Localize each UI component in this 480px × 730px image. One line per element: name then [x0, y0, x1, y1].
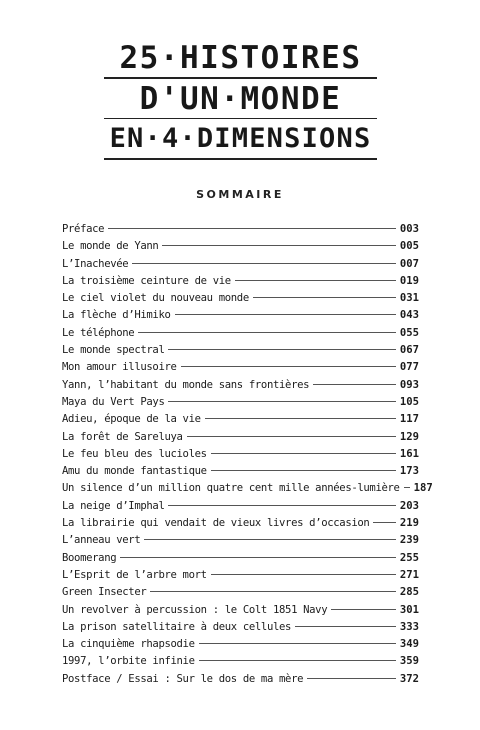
title-divider	[104, 77, 377, 79]
toc-leader-line	[235, 280, 396, 281]
toc-entry-page: 187	[413, 482, 433, 495]
toc-entry-title: La neige d’Imphal	[62, 499, 165, 512]
table-of-contents	[62, 221, 433, 688]
toc-leader-line	[168, 349, 395, 350]
toc-entry-title: Le ciel violet du nouveau monde	[62, 292, 249, 305]
toc-entry	[62, 480, 433, 497]
toc-entry-title: Yann, l’habitant du monde sans frontières	[62, 378, 310, 391]
toc-entry-page: 349	[399, 638, 419, 651]
toc-entry-title: Un revolver à percussion : le Colt 1851 Navy	[62, 603, 328, 616]
toc-entry-title: La prison satellitaire à deux cellules	[62, 620, 292, 633]
toc-entry-page: 019	[399, 274, 419, 287]
toc-leader-line	[168, 505, 395, 506]
toc-entry-title: Mon amour illusoire	[62, 361, 177, 374]
toc-entry	[62, 307, 419, 324]
toc-entry-page: 239	[399, 534, 419, 547]
toc-leader-line	[307, 678, 396, 679]
toc-entry-page: 301	[399, 603, 419, 616]
toc-entry-title: La troisième ceinture de vie	[62, 274, 231, 287]
toc-entry	[62, 550, 419, 567]
toc-leader-line	[150, 591, 395, 592]
toc-entry-page: 359	[399, 655, 419, 668]
toc-entry-page: 067	[399, 344, 419, 357]
toc-leader-line	[373, 522, 395, 523]
toc-entry-title: Green Insecter	[62, 586, 147, 599]
toc-leader-line	[120, 557, 396, 558]
toc-entry-title: La forêt de Sareluya	[62, 430, 183, 443]
toc-entry	[62, 394, 419, 411]
toc-leader-line	[138, 332, 396, 333]
toc-leader-line	[211, 453, 396, 454]
toc-leader-line	[313, 384, 396, 385]
toc-entry	[62, 463, 419, 480]
toc-leader-line	[205, 418, 396, 419]
toc-entry-title: Le monde de Yann	[62, 240, 159, 253]
toc-leader-line	[108, 228, 396, 229]
toc-entry	[62, 238, 419, 255]
toc-entry-page: 003	[399, 223, 419, 235]
toc-entry-page: 161	[399, 447, 419, 460]
toc-leader-line	[162, 245, 395, 246]
toc-entry-page: 105	[399, 395, 419, 408]
toc-entry	[62, 532, 419, 549]
toc-leader-line	[211, 574, 396, 575]
toc-entry-page: 093	[399, 378, 419, 391]
toc-leader-line	[331, 609, 396, 610]
toc-entry-title: La flèche d’Himiko	[62, 309, 171, 322]
toc-entry-page: 005	[399, 240, 419, 253]
toc-entry	[62, 290, 419, 307]
toc-entry-page: 372	[399, 672, 419, 685]
toc-leader-line	[404, 487, 410, 488]
toc-entry-page: 285	[399, 586, 419, 599]
toc-entry	[62, 602, 419, 619]
toc-entry	[62, 567, 419, 584]
toc-leader-line	[168, 401, 395, 402]
toc-entry	[62, 221, 419, 238]
toc-leader-line	[199, 660, 396, 661]
toc-entry-page: 203	[399, 499, 419, 512]
toc-entry-title: Le monde spectral	[62, 344, 165, 357]
toc-leader-line	[181, 366, 396, 367]
toc-leader-line	[187, 436, 396, 437]
book-title	[104, 40, 377, 162]
title-divider	[104, 158, 377, 160]
toc-entry	[62, 429, 419, 446]
toc-entry-page: 333	[399, 620, 419, 633]
toc-entry-page: 271	[399, 568, 419, 581]
toc-entry	[62, 411, 419, 428]
toc-entry-page: 219	[399, 517, 419, 530]
toc-entry-page: 043	[399, 309, 419, 322]
toc-entry-title: Adieu, époque de la vie	[62, 413, 201, 426]
toc-entry-title: Préface	[62, 223, 105, 235]
toc-entry-title: Un silence d’un million quatre cent mille années-lumière	[62, 482, 400, 495]
toc-entry	[62, 584, 419, 601]
toc-entry-page: 117	[399, 413, 419, 426]
toc-entry-page: 129	[399, 430, 419, 443]
toc-entry-title: La librairie qui vendait de vieux livres d’occasion	[62, 517, 370, 530]
toc-leader-line	[132, 263, 396, 264]
toc-entry-title: Le téléphone	[62, 326, 135, 339]
toc-entry	[62, 636, 419, 653]
toc-entry-title: Boomerang	[62, 551, 117, 564]
toc-entry-page: 055	[399, 326, 419, 339]
toc-entry-title: Maya du Vert Pays	[62, 395, 165, 408]
toc-entry	[62, 498, 419, 515]
toc-entry	[62, 515, 419, 532]
toc-entry-title: L’Inachevée	[62, 257, 129, 270]
toc-entry	[62, 342, 419, 359]
toc-entry	[62, 671, 419, 688]
title-line-3: EN·4·DIMENSIONS	[109, 123, 372, 154]
toc-leader-line	[199, 643, 396, 644]
toc-entry-title: Le feu bleu des lucioles	[62, 447, 207, 460]
toc-entry-page: 031	[399, 292, 419, 305]
toc-leader-line	[211, 470, 396, 471]
toc-entry	[62, 359, 419, 376]
toc-entry-page: 173	[399, 465, 419, 478]
toc-entry	[62, 256, 419, 273]
toc-entry-page: 255	[399, 551, 419, 564]
toc-leader-line	[295, 626, 396, 627]
section-heading: SOMMAIRE	[196, 188, 284, 201]
toc-entry	[62, 653, 419, 670]
toc-entry-title: 1997, l’orbite infinie	[62, 655, 195, 668]
toc-leader-line	[253, 297, 396, 298]
toc-entry	[62, 377, 419, 394]
toc-entry-page: 077	[399, 361, 419, 374]
title-line-1: 25·HISTOIRES	[119, 40, 362, 76]
title-line-2: D'UN·MONDE	[139, 80, 342, 117]
toc-entry-title: L’Esprit de l’arbre mort	[62, 568, 207, 581]
toc-entry-title: Amu du monde fantastique	[62, 465, 207, 478]
toc-entry	[62, 619, 419, 636]
toc-entry-title: La cinquième rhapsodie	[62, 638, 195, 651]
title-divider	[104, 118, 377, 120]
toc-entry	[62, 446, 419, 463]
toc-entry	[62, 325, 419, 342]
toc-entry-title: Postface / Essai : Sur le dos de ma mère	[62, 672, 304, 685]
toc-leader-line	[175, 314, 396, 315]
toc-entry-title: L’anneau vert	[62, 534, 141, 547]
toc-entry	[62, 273, 419, 290]
toc-entry-page: 007	[399, 257, 419, 270]
toc-leader-line	[144, 539, 395, 540]
